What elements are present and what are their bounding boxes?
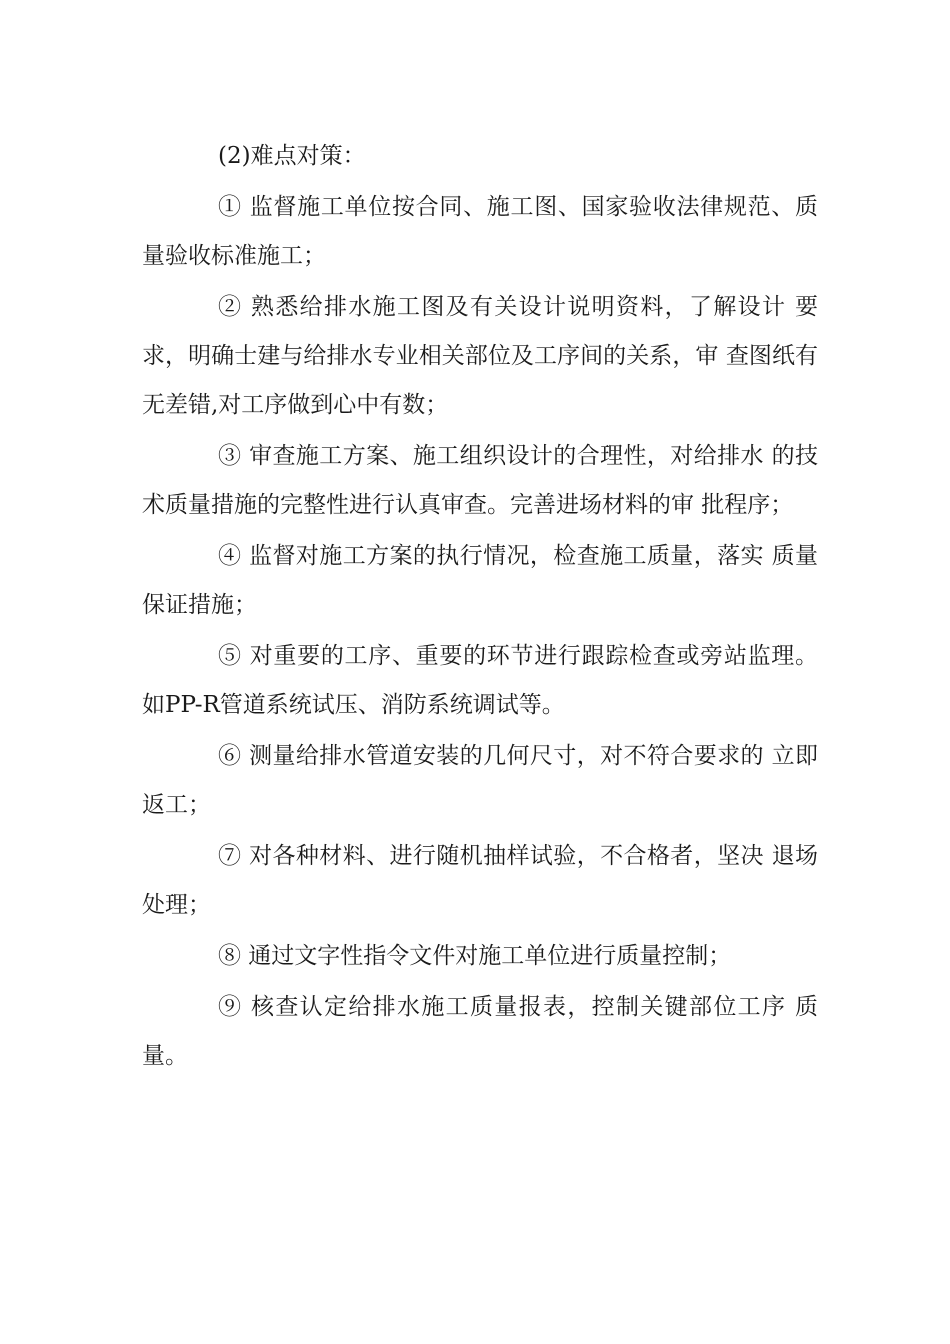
document-body <box>142 132 818 1083</box>
list-item-3: ③ 审查施工方案、施工组织设计的合理性，对给排水 的技术质量措施的完整性进行认真审查。完善进场材料的审 批程序； <box>142 443 818 518</box>
list-item-4: ④ 监督对施工方案的执行情况，检查施工质量，落实 质量保证措施； <box>142 543 818 618</box>
list-item-6: ⑥ 测量给排水管道安装的几何尺寸，对不符合要求的 立即返工； <box>142 743 818 818</box>
list-item-7: ⑦ 对各种材料、进行随机抽样试验，不合格者，坚决 退场处理； <box>142 843 818 918</box>
list-item-2: ② 熟悉给排水施工图及有关设计说明资料，了解设计 要求，明确士建与给排水专业相关部位及工序间的关系，审 查图纸有无差错,对工序做到心中有数； <box>142 294 818 418</box>
list-item-5: ⑤ 对重要的工序、重要的环节进行跟踪检查或旁站监理。如PP-R管道系统试压、消防系统调试等。 <box>142 643 818 718</box>
list-item-1: ① 监督施工单位按合同、施工图、国家验收法律规范、质量验收标准施工； <box>142 194 818 269</box>
list-item-9: ⑨ 核查认定给排水施工质量报表，控制关键部位工序 质量。 <box>142 994 818 1069</box>
list-item-8: ⑧ 通过文字性指令文件对施工单位进行质量控制； <box>218 943 732 969</box>
section-heading: (2)难点对策： <box>218 143 366 169</box>
